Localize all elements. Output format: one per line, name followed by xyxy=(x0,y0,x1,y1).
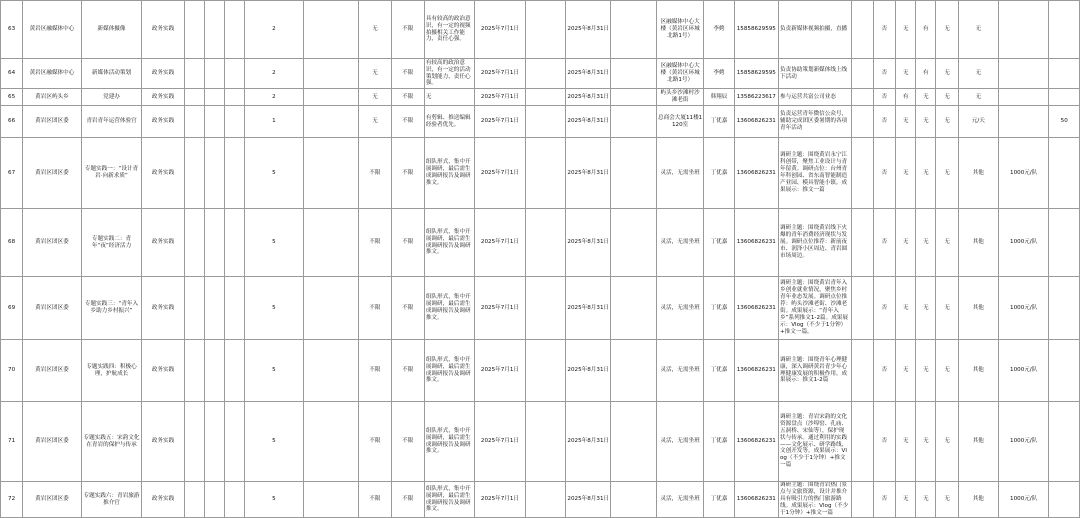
contact-phone: 13606826231 xyxy=(734,340,778,402)
blank-cell xyxy=(225,402,245,482)
flag-2: 有 xyxy=(896,89,916,106)
contact-person: 丁优嘉 xyxy=(704,209,734,277)
blank-cell xyxy=(303,138,359,209)
work-content: 调研主题：围绕黄岩永宁江科创带，聚焦工业设计与青年留黄。调研点位：台州青年科创园、省东南智能制造产业园、模具智能小镇。成果展示：推文一篇 xyxy=(779,138,852,209)
blank-cell xyxy=(225,277,245,340)
grade-requirement: 不限 xyxy=(391,106,424,138)
requirements: 有剪辑、推送编辑经验者优先。 xyxy=(424,106,474,138)
blank-cell xyxy=(225,1,245,59)
flag-4: 无 xyxy=(936,59,958,89)
end-date: 2025年8月31日 xyxy=(566,89,611,106)
contact-person: 丁优嘉 xyxy=(704,277,734,340)
position-title: 党建办 xyxy=(81,89,142,106)
major-requirement: 无 xyxy=(359,1,391,59)
blank-cell xyxy=(851,106,873,138)
flag-4: 无 xyxy=(936,482,958,518)
row-number: 65 xyxy=(1,89,23,106)
contact-phone: 13606826231 xyxy=(734,138,778,209)
subsidy-amount: 1000元/队 xyxy=(998,402,1048,482)
subsidy-amount xyxy=(998,106,1048,138)
work-content: 负责协助策划新媒体线上线下活动 xyxy=(779,59,852,89)
contact-phone: 13606826231 xyxy=(734,106,778,138)
blank-cell xyxy=(851,277,873,340)
table-row xyxy=(1,340,1080,402)
end-date: 2025年8月31日 xyxy=(566,138,611,209)
end-date: 2025年8月31日 xyxy=(566,482,611,518)
flag-4: 无 xyxy=(936,340,958,402)
blank-cell xyxy=(611,209,656,277)
start-date: 2025年7月1日 xyxy=(475,89,525,106)
subsidy-amount: 1000元/队 xyxy=(998,277,1048,340)
row-number: 69 xyxy=(1,277,23,340)
grade-requirement: 不限 xyxy=(391,402,424,482)
contact-person: 丁优嘉 xyxy=(704,340,734,402)
major-requirement: 无 xyxy=(359,106,391,138)
row-number: 72 xyxy=(1,482,23,518)
requirements: 有较高的政治意识，有一定的活动策划能力，责任心强。 xyxy=(424,59,474,89)
major-requirement: 不限 xyxy=(359,340,391,402)
blank-cell xyxy=(225,106,245,138)
flag-3: 无 xyxy=(916,402,936,482)
blank-cell xyxy=(525,138,565,209)
flag-3: 无 xyxy=(916,209,936,277)
headcount: 5 xyxy=(245,209,304,277)
flag-4: 无 xyxy=(936,209,958,277)
blank-cell xyxy=(525,277,565,340)
contact-phone: 15858629595 xyxy=(734,1,778,59)
contact-phone: 13606826231 xyxy=(734,482,778,518)
work-content: 负责运营青年微信公众号，辅助完成团区委暑期的各项青年活动 xyxy=(779,106,852,138)
subsidy-rate: 50 xyxy=(1049,106,1080,138)
headcount: 5 xyxy=(245,402,304,482)
practice-type: 政务实践 xyxy=(142,402,184,482)
subsidy-amount xyxy=(998,1,1048,59)
work-content: 负责新媒体视频拍摄，直播 xyxy=(779,1,852,59)
row-number: 68 xyxy=(1,209,23,277)
position-title: 青岩青年运营体验官 xyxy=(81,106,142,138)
blank-cell xyxy=(204,482,224,518)
table-row xyxy=(1,1,1080,59)
table-row xyxy=(1,59,1080,89)
flag-2: 无 xyxy=(896,482,916,518)
position-title: 新媒体摄像 xyxy=(81,1,142,59)
subsidy-unit: 无 xyxy=(958,1,998,59)
position-title: 专题实践五：宋韵文化在青岩的保护与传承 xyxy=(81,402,142,482)
blank-cell xyxy=(204,138,224,209)
location: 灵活，无需坐班 xyxy=(656,209,703,277)
blank-cell xyxy=(225,340,245,402)
contact-person: 丁优嘉 xyxy=(704,106,734,138)
blank-cell xyxy=(525,402,565,482)
requirements: 组队形式，集中开展调研，最后需生成调研报告及调研推文。 xyxy=(424,277,474,340)
end-date: 2025年8月31日 xyxy=(566,340,611,402)
major-requirement: 无 xyxy=(359,89,391,106)
blank-cell xyxy=(204,1,224,59)
headcount: 1 xyxy=(245,106,304,138)
subsidy-amount xyxy=(998,89,1048,106)
contact-person: 丁优嘉 xyxy=(704,402,734,482)
flag-1: 否 xyxy=(873,138,895,209)
location: 灵活，无需坐班 xyxy=(656,482,703,518)
blank-cell xyxy=(303,1,359,59)
location: 总商会大厦11楼1120室 xyxy=(656,106,703,138)
position-title: 专题实践二：青年“夜”经济活力 xyxy=(81,209,142,277)
requirements: 组队形式，集中开展调研，最后需生成调研报告及调研推文。 xyxy=(424,340,474,402)
start-date: 2025年7月1日 xyxy=(475,340,525,402)
flag-3: 无 xyxy=(916,340,936,402)
organization: 黄岩区团区委 xyxy=(23,402,82,482)
subsidy-unit: 元/天 xyxy=(958,106,998,138)
subsidy-unit: 其他 xyxy=(958,138,998,209)
end-date: 2025年8月31日 xyxy=(566,59,611,89)
organization: 黄岩区屿头乡 xyxy=(23,89,82,106)
contact-person: 李娉 xyxy=(704,59,734,89)
table-row xyxy=(1,106,1080,138)
blank-cell xyxy=(303,482,359,518)
flag-3: 无 xyxy=(916,277,936,340)
blank-cell xyxy=(204,89,224,106)
work-content: 调研主题：围绕黄岩青年入乡创业就业情况，聚焦乡村青年业态发展。调研点位推荐：屿头沙滩老街、沙滩老街。成果展示：“青年入乡”系列推文1-2篇。成果展示：Vlog（不少于1分钟）+推文一篇。 xyxy=(779,277,852,340)
start-date: 2025年7月1日 xyxy=(475,106,525,138)
practice-type: 政务实践 xyxy=(142,106,184,138)
work-content: 调研主题：围绕黄岩线下火爆的青年消费经济现状与发展。调研点位推荐：新前夜市、润泽小区周边、青岩圆市场周边。 xyxy=(779,209,852,277)
practice-type: 政务实践 xyxy=(142,209,184,277)
flag-2: 无 xyxy=(896,106,916,138)
subsidy-unit: 无 xyxy=(958,59,998,89)
major-requirement: 不限 xyxy=(359,209,391,277)
blank-cell xyxy=(851,340,873,402)
flag-1: 否 xyxy=(873,1,895,59)
major-requirement: 不限 xyxy=(359,482,391,518)
practice-type: 政务实践 xyxy=(142,1,184,59)
subsidy-unit: 其他 xyxy=(958,402,998,482)
subsidy-rate xyxy=(1049,402,1080,482)
blank-cell xyxy=(225,89,245,106)
organization: 黄岩区融媒体中心 xyxy=(23,1,82,59)
requirements: 组队形式，集中开展调研，最后需生成调研报告及调研推文。 xyxy=(424,402,474,482)
blank-cell xyxy=(611,277,656,340)
subsidy-unit: 无 xyxy=(958,89,998,106)
blank-cell xyxy=(184,106,204,138)
subsidy-amount: 1000元/队 xyxy=(998,138,1048,209)
row-number: 63 xyxy=(1,1,23,59)
table-row xyxy=(1,138,1080,209)
blank-cell xyxy=(611,138,656,209)
contact-phone: 13606826231 xyxy=(734,277,778,340)
flag-3: 无 xyxy=(916,106,936,138)
blank-cell xyxy=(225,138,245,209)
organization: 黄岩区团区委 xyxy=(23,209,82,277)
end-date: 2025年8月31日 xyxy=(566,1,611,59)
blank-cell xyxy=(851,59,873,89)
row-number: 64 xyxy=(1,59,23,89)
blank-cell xyxy=(184,59,204,89)
subsidy-amount xyxy=(998,59,1048,89)
subsidy-rate xyxy=(1049,1,1080,59)
blank-cell xyxy=(225,59,245,89)
start-date: 2025年7月1日 xyxy=(475,482,525,518)
blank-cell xyxy=(525,59,565,89)
table-row xyxy=(1,402,1080,482)
headcount: 5 xyxy=(245,340,304,402)
flag-4: 无 xyxy=(936,106,958,138)
location: 灵活，无需坐班 xyxy=(656,138,703,209)
major-requirement: 不限 xyxy=(359,402,391,482)
work-content: 调研主题：围绕青年心理健康，深入调研黄岩青少年心理健康发展的积极作用。成果展示：推文1-2篇 xyxy=(779,340,852,402)
blank-cell xyxy=(184,209,204,277)
headcount: 2 xyxy=(245,59,304,89)
blank-cell xyxy=(303,89,359,106)
subsidy-unit: 其他 xyxy=(958,277,998,340)
flag-1: 否 xyxy=(873,402,895,482)
flag-4: 无 xyxy=(936,1,958,59)
flag-4: 无 xyxy=(936,402,958,482)
contact-phone: 15858629595 xyxy=(734,59,778,89)
subsidy-rate xyxy=(1049,482,1080,518)
position-title: 新媒体活动策划 xyxy=(81,59,142,89)
grade-requirement: 不限 xyxy=(391,59,424,89)
subsidy-rate xyxy=(1049,59,1080,89)
requirements: 组队形式，集中开展调研，最后需生成调研报告及调研推文。 xyxy=(424,482,474,518)
blank-cell xyxy=(303,106,359,138)
blank-cell xyxy=(225,482,245,518)
practice-type: 政务实践 xyxy=(142,277,184,340)
start-date: 2025年7月1日 xyxy=(475,59,525,89)
blank-cell xyxy=(525,482,565,518)
blank-cell xyxy=(303,277,359,340)
flag-2: 无 xyxy=(896,340,916,402)
table-row xyxy=(1,209,1080,277)
flag-2: 无 xyxy=(896,209,916,277)
practice-type: 政务实践 xyxy=(142,482,184,518)
blank-cell xyxy=(204,340,224,402)
blank-cell xyxy=(611,482,656,518)
flag-4: 无 xyxy=(936,277,958,340)
blank-cell xyxy=(611,340,656,402)
blank-cell xyxy=(225,209,245,277)
blank-cell xyxy=(204,106,224,138)
row-number: 66 xyxy=(1,106,23,138)
practice-type: 政务实践 xyxy=(142,59,184,89)
flag-4: 无 xyxy=(936,138,958,209)
headcount: 5 xyxy=(245,482,304,518)
headcount: 2 xyxy=(245,89,304,106)
flag-2: 无 xyxy=(896,1,916,59)
subsidy-rate xyxy=(1049,277,1080,340)
end-date: 2025年8月31日 xyxy=(566,402,611,482)
position-title: 专题实践四：积极心理，护航成长 xyxy=(81,340,142,402)
flag-2: 无 xyxy=(896,59,916,89)
organization: 黄岩区团区委 xyxy=(23,106,82,138)
location: 灵活，无需坐班 xyxy=(656,277,703,340)
contact-person: 韩翔辰 xyxy=(704,89,734,106)
work-content: 调研主题：青岩宋韵的文化资源盘点（沙埠窑、孔庙、五洞桥、宋仙等），保护现状与传承。通过利用的实践——文化展示、研学路线、文创开发等。成果展示：Vlog（不少于1分钟）+推文一篇 xyxy=(779,402,852,482)
flag-3: 有 xyxy=(916,1,936,59)
row-number: 67 xyxy=(1,138,23,209)
position-title: 专题实践六：青岩旅游推介官 xyxy=(81,482,142,518)
flag-3: 无 xyxy=(916,482,936,518)
subsidy-rate xyxy=(1049,209,1080,277)
major-requirement: 无 xyxy=(359,59,391,89)
flag-1: 否 xyxy=(873,209,895,277)
blank-cell xyxy=(184,138,204,209)
position-title: 专题实践一：“设计青岩·向新求质” xyxy=(81,138,142,209)
blank-cell xyxy=(525,209,565,277)
flag-1: 否 xyxy=(873,482,895,518)
location: 灵活，无需坐班 xyxy=(656,402,703,482)
blank-cell xyxy=(184,1,204,59)
table-row xyxy=(1,89,1080,106)
practice-type: 政务实践 xyxy=(142,340,184,402)
flag-1: 否 xyxy=(873,59,895,89)
subsidy-amount: 1000元/队 xyxy=(998,209,1048,277)
end-date: 2025年8月31日 xyxy=(566,209,611,277)
grade-requirement: 不限 xyxy=(391,1,424,59)
start-date: 2025年7月1日 xyxy=(475,277,525,340)
requirements: 组队形式，集中开展调研，最后需生成调研报告及调研推文。 xyxy=(424,209,474,277)
blank-cell xyxy=(303,402,359,482)
organization: 黄岩区团区委 xyxy=(23,138,82,209)
grade-requirement: 不限 xyxy=(391,89,424,106)
blank-cell xyxy=(184,277,204,340)
blank-cell xyxy=(525,89,565,106)
flag-3: 有 xyxy=(916,59,936,89)
end-date: 2025年8月31日 xyxy=(566,106,611,138)
grade-requirement: 不限 xyxy=(391,340,424,402)
flag-1: 否 xyxy=(873,277,895,340)
blank-cell xyxy=(184,340,204,402)
contact-phone: 13606826231 xyxy=(734,402,778,482)
organization: 黄岩区团区委 xyxy=(23,277,82,340)
blank-cell xyxy=(303,59,359,89)
contact-person: 丁优嘉 xyxy=(704,482,734,518)
start-date: 2025年7月1日 xyxy=(475,402,525,482)
row-number: 71 xyxy=(1,402,23,482)
blank-cell xyxy=(525,1,565,59)
start-date: 2025年7月1日 xyxy=(475,138,525,209)
blank-cell xyxy=(851,402,873,482)
subsidy-unit: 其他 xyxy=(958,209,998,277)
blank-cell xyxy=(611,402,656,482)
grade-requirement: 不限 xyxy=(391,138,424,209)
flag-2: 无 xyxy=(896,138,916,209)
blank-cell xyxy=(184,89,204,106)
headcount: 2 xyxy=(245,1,304,59)
requirements: 无 xyxy=(424,89,474,106)
flag-3: 无 xyxy=(916,138,936,209)
flag-2: 无 xyxy=(896,277,916,340)
grade-requirement: 不限 xyxy=(391,209,424,277)
blank-cell xyxy=(851,482,873,518)
subsidy-rate xyxy=(1049,89,1080,106)
practice-type: 政务实践 xyxy=(142,138,184,209)
location: 区融媒体中心大楼（黄岩区环城北路1号） xyxy=(656,1,703,59)
grade-requirement: 不限 xyxy=(391,482,424,518)
work-content: 调研主题：围绕青岩热门景点与文旅资源，设计并推介具有吸引力的热门旅游路线。成果展示：Vlog（不少于1分钟）+推文一篇 xyxy=(779,482,852,518)
blank-cell xyxy=(204,209,224,277)
major-requirement: 不限 xyxy=(359,277,391,340)
organization: 黄岩区融媒体中心 xyxy=(23,59,82,89)
flag-1: 否 xyxy=(873,106,895,138)
position-title: 专题实践三：“青年入乡助力乡村振兴” xyxy=(81,277,142,340)
blank-cell xyxy=(851,89,873,106)
blank-cell xyxy=(611,106,656,138)
row-number: 70 xyxy=(1,340,23,402)
flag-2: 无 xyxy=(896,402,916,482)
contact-person: 李娉 xyxy=(704,1,734,59)
contact-person: 丁优嘉 xyxy=(704,138,734,209)
flag-3: 无 xyxy=(916,89,936,106)
subsidy-rate xyxy=(1049,138,1080,209)
flag-1: 否 xyxy=(873,340,895,402)
contact-phone: 13586223617 xyxy=(734,89,778,106)
blank-cell xyxy=(851,1,873,59)
blank-cell xyxy=(611,89,656,106)
subsidy-rate xyxy=(1049,340,1080,402)
requirements: 具有较高的政治意识，有一定的视频拍摄相关工作能力，责任心强。 xyxy=(424,1,474,59)
subsidy-unit: 其他 xyxy=(958,482,998,518)
subsidy-unit: 其他 xyxy=(958,340,998,402)
blank-cell xyxy=(851,138,873,209)
work-content: 参与运营共富公司业态 xyxy=(779,89,852,106)
major-requirement: 不限 xyxy=(359,138,391,209)
blank-cell xyxy=(303,340,359,402)
grade-requirement: 不限 xyxy=(391,277,424,340)
blank-cell xyxy=(184,482,204,518)
organization: 黄岩区团区委 xyxy=(23,482,82,518)
blank-cell xyxy=(184,402,204,482)
table-row xyxy=(1,482,1080,518)
flag-1: 否 xyxy=(873,89,895,106)
blank-cell xyxy=(525,106,565,138)
subsidy-amount: 1000元/队 xyxy=(998,482,1048,518)
blank-cell xyxy=(303,209,359,277)
headcount: 5 xyxy=(245,277,304,340)
location: 屿头乡沙滩村沙滩老街 xyxy=(656,89,703,106)
requirements: 组队形式，集中开展调研，最后需生成调研报告及调研推文。 xyxy=(424,138,474,209)
contact-phone: 13606826231 xyxy=(734,209,778,277)
location: 区融媒体中心大楼（黄岩区环城北路1号） xyxy=(656,59,703,89)
blank-cell xyxy=(851,209,873,277)
subsidy-amount: 1000元/队 xyxy=(998,340,1048,402)
end-date: 2025年8月31日 xyxy=(566,277,611,340)
blank-cell xyxy=(204,59,224,89)
blank-cell xyxy=(204,402,224,482)
blank-cell xyxy=(611,59,656,89)
organization: 黄岩区团区委 xyxy=(23,340,82,402)
headcount: 5 xyxy=(245,138,304,209)
start-date: 2025年7月1日 xyxy=(475,1,525,59)
flag-4: 无 xyxy=(936,89,958,106)
start-date: 2025年7月1日 xyxy=(475,209,525,277)
blank-cell xyxy=(611,1,656,59)
location: 灵活，无需坐班 xyxy=(656,340,703,402)
practice-type: 政务实践 xyxy=(142,89,184,106)
blank-cell xyxy=(525,340,565,402)
table-row xyxy=(1,277,1080,340)
blank-cell xyxy=(204,277,224,340)
